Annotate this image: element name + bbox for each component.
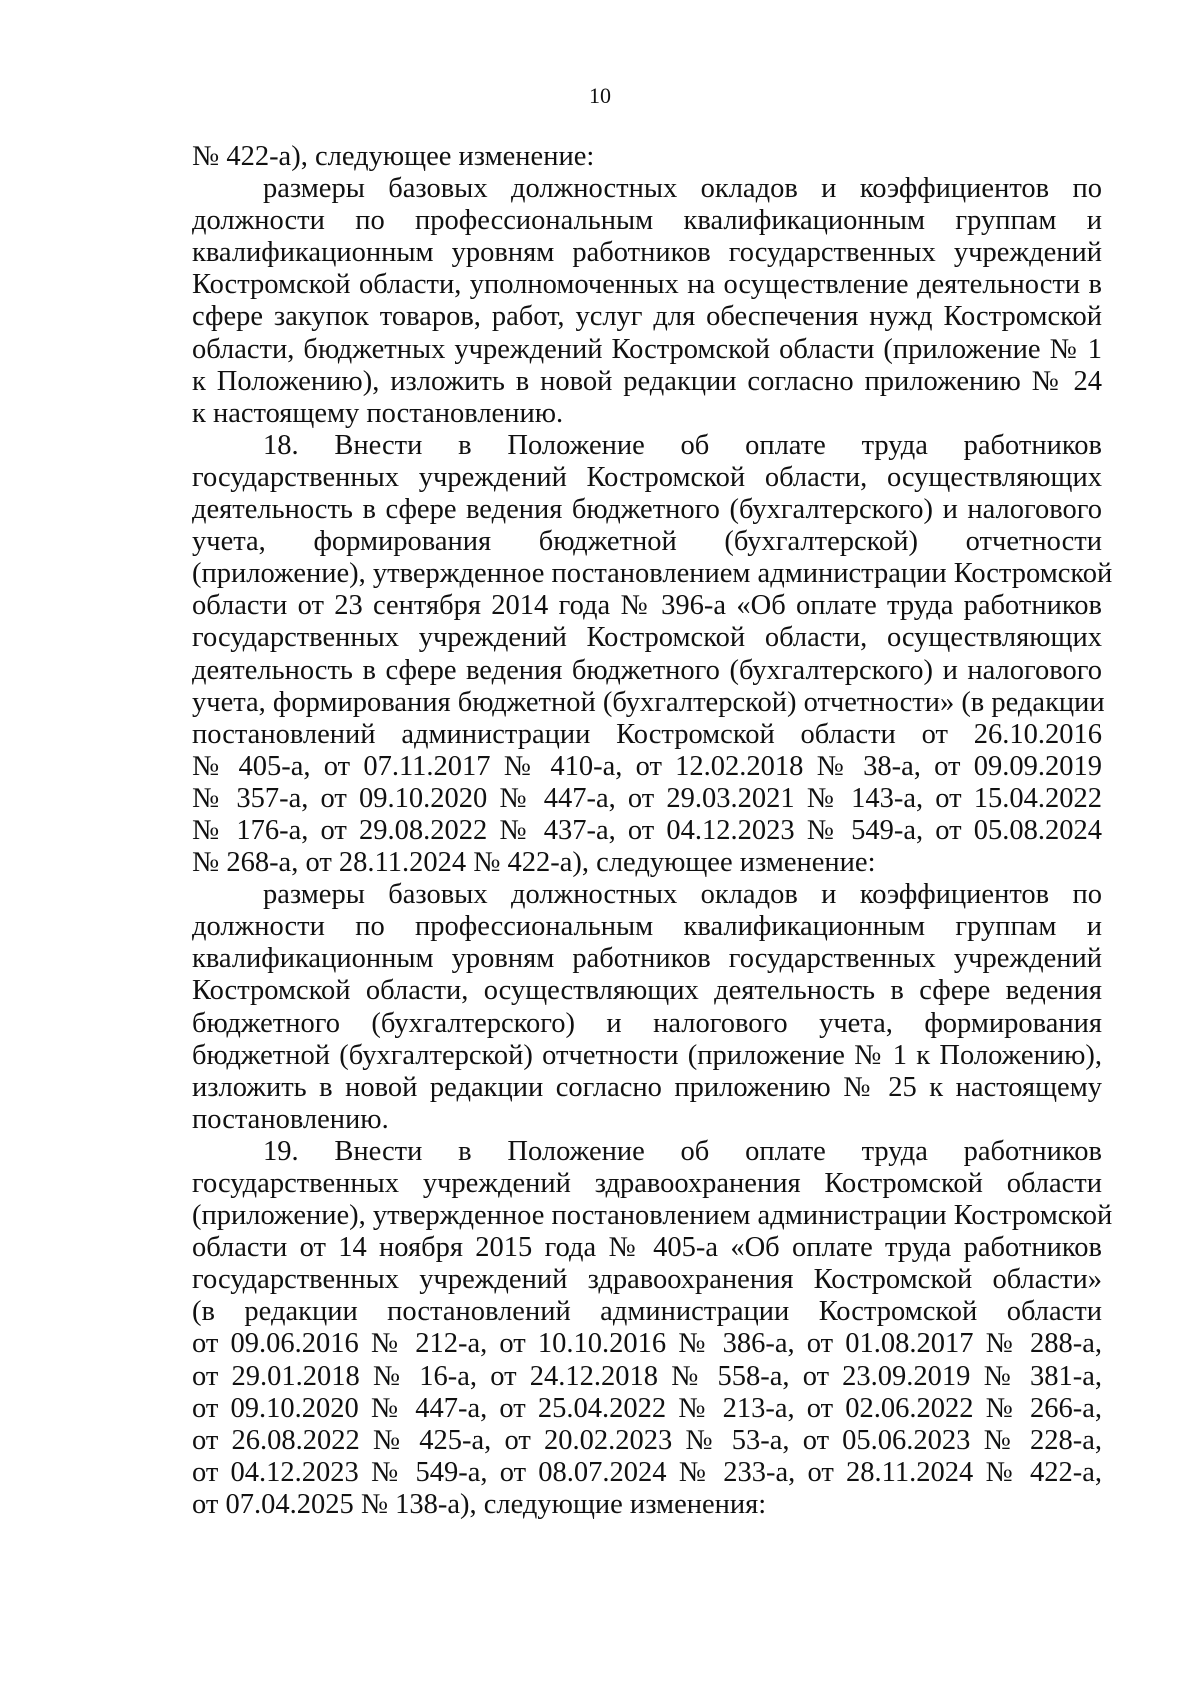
text-line: (приложение), утвержденное постановлением администрации Костромской bbox=[192, 558, 1113, 590]
text-line: № 268-а, от 28.11.2024 № 422-а), следующее изменение: bbox=[192, 847, 876, 879]
text-line: деятельность в сфере ведения бюджетного (бухгалтерского) и налогового bbox=[192, 494, 1102, 526]
text-line: государственных учреждений здравоохранения Костромской области» bbox=[192, 1264, 1102, 1296]
text-line: от 04.12.2023 № 549-а, от 08.07.2024 № 233-а, от 28.11.2024 № 422-а, bbox=[192, 1456, 1102, 1488]
text-line: должности по профессиональным квалификационным группам и bbox=[192, 205, 1102, 237]
text-line: № 405-а, от 07.11.2017 № 410-а, от 12.02.2018 № 38-а, от 09.09.2019 bbox=[192, 750, 1102, 782]
text-line: государственных учреждений Костромской области, осуществляющих bbox=[192, 461, 1102, 493]
text-line: сфере закупок товаров, работ, услуг для обеспечения нужд Костромской bbox=[192, 301, 1102, 333]
text-line: (приложение), утвержденное постановлением администрации Костромской bbox=[192, 1200, 1113, 1232]
text-line: от 26.08.2022 № 425-а, от 20.02.2023 № 53-а, от 05.06.2023 № 228-а, bbox=[192, 1424, 1102, 1456]
text-line: изложить в новой редакции согласно приложению № 25 к настоящему bbox=[192, 1071, 1102, 1103]
page-number: 10 bbox=[589, 83, 611, 108]
text-line: от 29.01.2018 № 16-а, от 24.12.2018 № 558-а, от 23.09.2019 № 381-а, bbox=[192, 1360, 1102, 1392]
text-line: № 422-а), следующее изменение: bbox=[192, 141, 595, 172]
text-line: 19. Внести в Положение об оплате труда работников bbox=[263, 1135, 1102, 1167]
text-line: государственных учреждений Костромской области, осуществляющих bbox=[192, 622, 1102, 654]
text-line: постановлений администрации Костромской области от 26.10.2016 bbox=[192, 718, 1102, 750]
text-line: от 07.04.2025 № 138-а), следующие изменения: bbox=[192, 1488, 767, 1520]
text-line: размеры базовых должностных окладов и коэффициентов по bbox=[263, 879, 1102, 911]
text-line: № 176-а, от 29.08.2022 № 437-а, от 04.12.2023 № 549-а, от 05.08.2024 bbox=[192, 814, 1102, 846]
text-line: к настоящему постановлению. bbox=[192, 397, 564, 429]
document-body bbox=[192, 141, 1113, 1521]
text-line: должности по профессиональным квалификационным группам и bbox=[192, 911, 1102, 943]
text-line: бюджетного (бухгалтерского) и налогового учета, формирования bbox=[192, 1007, 1102, 1039]
text-line: деятельность в сфере ведения бюджетного (бухгалтерского) и налогового bbox=[192, 654, 1102, 686]
text-line: Костромской области, уполномоченных на осуществление деятельности в bbox=[192, 269, 1102, 301]
text-line: Костромской области, осуществляющих деятельность в сфере ведения bbox=[192, 975, 1102, 1007]
text-line: учета, формирования бюджетной (бухгалтерской) отчетности bbox=[192, 526, 1102, 558]
text-line: к Положению), изложить в новой редакции согласно приложению № 24 bbox=[192, 365, 1102, 397]
text-line: бюджетной (бухгалтерской) отчетности (приложение № 1 к Положению), bbox=[192, 1039, 1102, 1071]
text-line: государственных учреждений здравоохранения Костромской области bbox=[192, 1168, 1102, 1199]
text-line: постановлению. bbox=[192, 1103, 389, 1135]
text-line: учета, формирования бюджетной (бухгалтерской) отчетности» (в редакции bbox=[192, 686, 1105, 718]
text-line: квалификационным уровням работников государственных учреждений bbox=[192, 237, 1102, 269]
text-line: 18. Внести в Положение об оплате труда работников bbox=[263, 429, 1102, 461]
text-line: от 09.06.2016 № 212-а, от 10.10.2016 № 386-а, от 01.08.2017 № 288-а, bbox=[192, 1328, 1102, 1360]
text-line: от 09.10.2020 № 447-а, от 25.04.2022 № 213-а, от 02.06.2022 № 266-а, bbox=[192, 1392, 1102, 1424]
text-line: квалификационным уровням работников государственных учреждений bbox=[192, 943, 1102, 975]
text-line: № 357-а, от 09.10.2020 № 447-а, от 29.03.2021 № 143-а, от 15.04.2022 bbox=[192, 782, 1102, 814]
text-line: размеры базовых должностных окладов и коэффициентов по bbox=[263, 173, 1102, 205]
text-line: области, бюджетных учреждений Костромской области (приложение № 1 bbox=[192, 333, 1102, 365]
text-line: области от 14 ноября 2015 года № 405-а «Об оплате труда работников bbox=[192, 1232, 1102, 1264]
text-line: области от 23 сентября 2014 года № 396-а «Об оплате труда работников bbox=[192, 590, 1102, 622]
text-line: (в редакции постановлений администрации Костромской области bbox=[192, 1296, 1102, 1328]
